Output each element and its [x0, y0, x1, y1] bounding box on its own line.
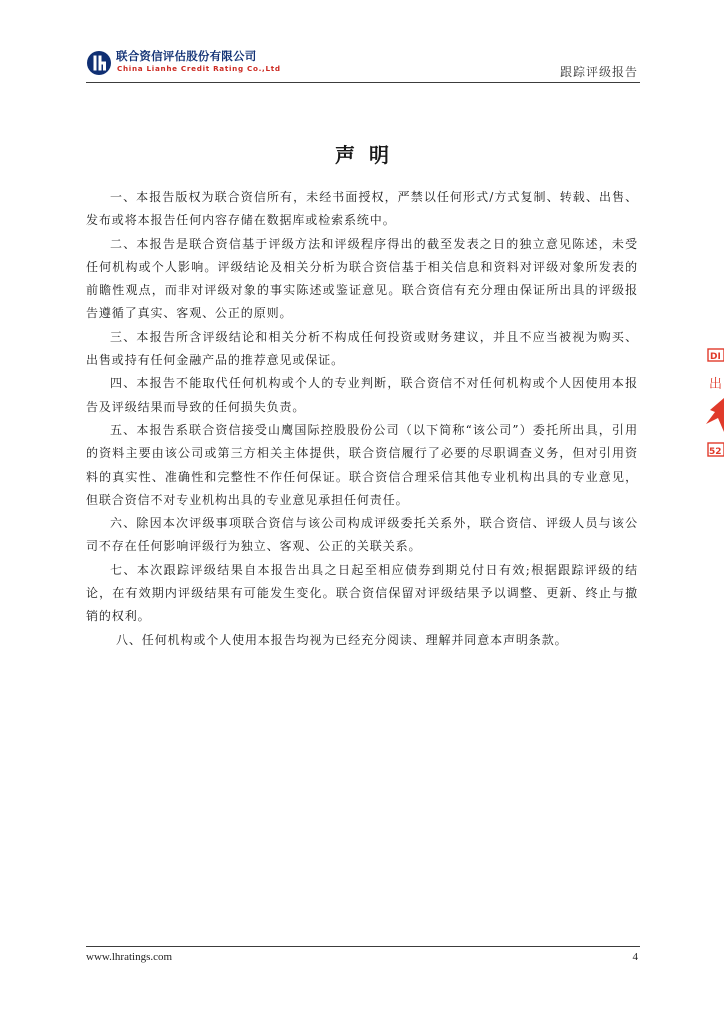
declaration-paragraph-5: 五、本报告系联合资信接受山鹰国际控股股份公司（以下简称“该公司”）委托所出具，引用的资料主要由该公司或第三方相关主体提供，联合资信履行了必要的尽职调查义务，但对引用资料的真实性、准确性和完整性不作任何保证。联合资信合理采信其他专业机构出具的专业意见，但联合资信不对专业机构出具的专业意见承担任何责任。: [86, 422, 638, 507]
company-name-en: China Lianhe Credit Rating Co.,Ltd: [117, 64, 281, 73]
declaration-paragraph-4: 四、本报告不能取代任何机构或个人的专业判断，联合资信不对任何机构或个人因使用本报告及评级结果而导致的任何损失负责。: [86, 376, 638, 414]
red-seal-stamp-icon: [706, 344, 724, 466]
header-divider: [86, 82, 640, 83]
stamp-text-mid: 出: [709, 377, 723, 392]
footer-divider: [86, 946, 640, 947]
page-header: [86, 48, 640, 82]
company-name-cn: 联合资信评估股份有限公司: [116, 49, 257, 63]
declaration-paragraph-8: 八、任何机构或个人使用本报告均视为已经充分阅读、理解并同意本声明条款。: [116, 632, 568, 647]
declaration-paragraph-2: 二、本报告是联合资信基于评级方法和评级程序得出的截至发表之日的独立意见陈述，未受任何机构或个人影响。评级结论及相关分析为联合资信基于相关信息和资料对评级对象所发表的前瞻性观点，而非对评级对象的事实陈述或鉴证意见。联合资信有充分理由保证所出具的评级报告遵循了真实、客观、公正的原则。: [86, 236, 638, 321]
lianhe-logo-icon: [86, 50, 112, 76]
declaration-paragraph-3: 三、本报告所含评级结论和相关分析不构成任何投资或财务建议，并且不应当被视为购买、出售或持有任何金融产品的推荐意见或保证。: [86, 329, 638, 368]
page-number: 4: [632, 951, 638, 963]
stamp-text-top: DI: [710, 352, 721, 362]
declaration-paragraph-7: 七、本次跟踪评级结果自本报告出具之日起至相应债券到期兑付日有效;根据跟踪评级的结论，在有效期内评级结果有可能发生变化。联合资信保留对评级结果予以调整、更新、终止与撤销的权利。: [86, 562, 638, 624]
declaration-paragraph-6: 六、除因本次评级事项联合资信与该公司构成评级委托关系外，联合资信、评级人员与该公司不存在任何影响评级行为独立、客观、公正的关联关系。: [86, 516, 638, 554]
declaration-paragraph-1: 一、本报告版权为联合资信所有，未经书面授权，严禁以任何形式/方式复制、转载、出售、发布或将本报告任何内容存储在数据库或检索系统中。: [86, 190, 638, 228]
footer-url: www.lhratings.com: [86, 951, 173, 963]
page-title: 声明: [335, 143, 403, 167]
stamp-text-bottom: 52: [709, 447, 722, 457]
report-type-label: 跟踪评级报告: [559, 65, 638, 79]
declaration-body: [86, 186, 638, 652]
